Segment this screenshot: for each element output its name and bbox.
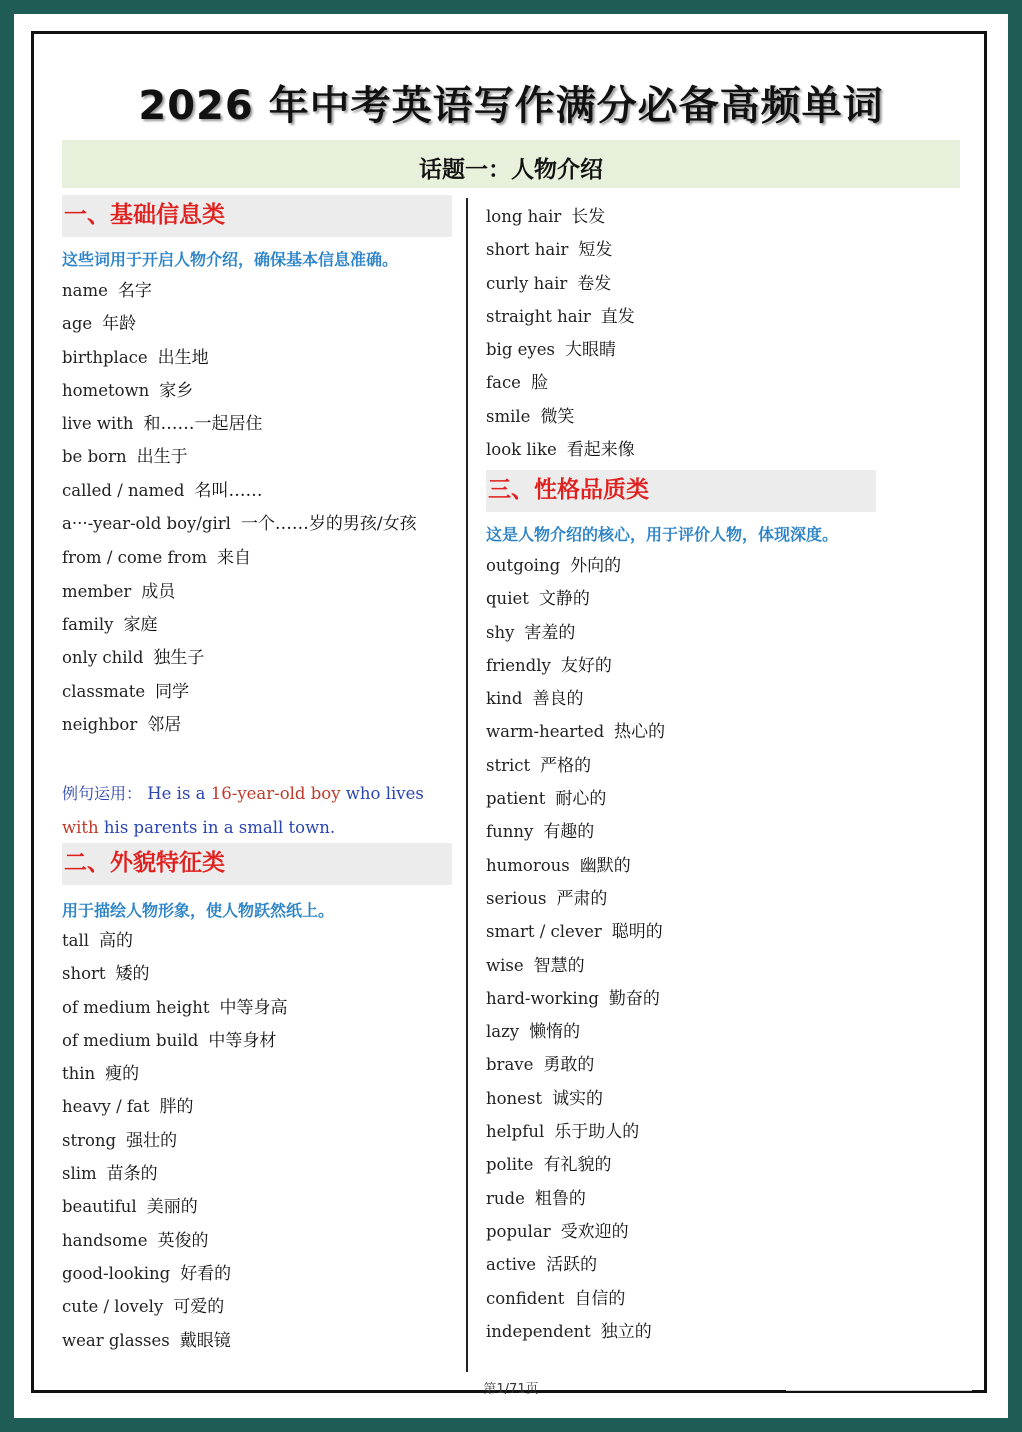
word-list-appearance-continued — [486, 200, 886, 466]
vocab-item — [62, 1257, 458, 1290]
vocab-item — [486, 715, 886, 748]
vocab-chinese: 勤奋的 — [608, 988, 660, 1009]
vocab-english: classmate — [62, 681, 146, 701]
vocab-english: a···-year-old boy/girl — [62, 514, 231, 534]
word-list-appearance — [62, 924, 458, 1357]
vocab-chinese: 活跃的 — [546, 1255, 598, 1276]
vocab-chinese: 瘦的 — [105, 1064, 140, 1085]
vocab-english: rude — [486, 1188, 525, 1208]
vocab-chinese: 高的 — [99, 931, 134, 951]
vocab-chinese: 粗鲁的 — [534, 1188, 586, 1209]
vocab-chinese: 家庭 — [123, 614, 158, 635]
vocab-chinese: 耐心的 — [555, 789, 607, 810]
vocab-item — [486, 400, 886, 433]
vocab-chinese: 和……一起居住 — [143, 414, 263, 435]
footer-rule — [786, 1390, 972, 1391]
vocab-item — [62, 957, 458, 990]
vocab-item — [62, 575, 458, 608]
vocab-english: birthplace — [62, 347, 148, 367]
vocab-chinese: 美丽的 — [146, 1197, 198, 1218]
vocab-english: quiet — [486, 589, 529, 609]
section-desc-appearance: 用于描绘人物形象，使人物跃然纸上。 — [62, 901, 335, 920]
vocab-item — [62, 1024, 458, 1057]
vocab-english: hometown — [62, 380, 150, 400]
vocab-english: thin — [62, 1064, 96, 1084]
vocab-english: big eyes — [486, 340, 555, 360]
vocab-chinese: 好看的 — [180, 1263, 232, 1284]
vocab-item — [62, 1324, 458, 1357]
vocab-english: honest — [486, 1088, 543, 1108]
vocab-item — [62, 1057, 458, 1090]
vocab-item — [62, 1124, 458, 1157]
vocab-english: humorous — [486, 855, 570, 875]
example-sentence — [62, 777, 454, 844]
vocab-english: confident — [486, 1288, 565, 1308]
vocab-chinese: 严格的 — [540, 755, 592, 776]
vocab-english: shy — [486, 622, 515, 642]
vocab-item — [62, 374, 458, 407]
vocab-item — [486, 1315, 886, 1348]
vocab-english: wise — [486, 955, 524, 975]
vocab-english: live with — [62, 414, 134, 434]
vocab-chinese: 可爱的 — [173, 1297, 225, 1318]
vocab-item — [486, 1082, 886, 1115]
vocab-english: from / come from — [62, 548, 208, 568]
word-list-basic — [62, 274, 458, 741]
vocab-english: neighbor — [62, 714, 138, 734]
vocab-item — [62, 541, 458, 574]
section-desc-character: 这是人物介绍的核心，用于评价人物，体现深度。 — [486, 525, 839, 544]
vocab-chinese: 诚实的 — [552, 1088, 604, 1109]
vocab-item — [486, 882, 886, 915]
vocab-chinese: 幽默的 — [579, 855, 631, 876]
vocab-chinese: 严肃的 — [556, 888, 608, 909]
vocab-item — [486, 1148, 886, 1181]
vocab-item — [486, 582, 886, 615]
vocab-item — [62, 1224, 458, 1257]
vocab-item — [486, 1115, 886, 1148]
vocab-item — [486, 1248, 886, 1281]
vocab-english: of medium build — [62, 1030, 199, 1050]
vocab-english: be born — [62, 447, 127, 467]
vocab-english: independent — [486, 1321, 591, 1341]
vocab-chinese: 矮的 — [115, 964, 150, 985]
vocab-item — [486, 1215, 886, 1248]
vocab-chinese: 短发 — [578, 240, 613, 261]
vocab-chinese: 受欢迎的 — [560, 1221, 629, 1242]
vocab-item — [62, 991, 458, 1024]
vocab-english: long hair — [486, 207, 562, 226]
section-heading-basic: 一、基础信息类 — [62, 195, 452, 237]
vocab-chinese: 聪明的 — [611, 922, 663, 943]
vocab-english: slim — [62, 1164, 97, 1184]
vocab-item — [486, 616, 886, 649]
vocab-chinese: 同学 — [155, 681, 190, 702]
vocab-chinese: 出生于 — [136, 447, 188, 468]
vocab-item — [486, 549, 886, 582]
vocab-english: name — [62, 281, 108, 300]
column-divider — [466, 198, 468, 1372]
vocab-chinese: 外向的 — [570, 556, 622, 576]
vocab-item — [486, 649, 886, 682]
vocab-english: look like — [486, 440, 557, 460]
vocab-chinese: 英俊的 — [157, 1230, 209, 1251]
vocab-english: friendly — [486, 655, 551, 675]
vocab-item — [486, 782, 886, 815]
vocab-english: called / named — [62, 480, 185, 500]
topic-heading: 话题一：人物介绍 — [419, 157, 603, 183]
example-part: 16-year-old boy — [210, 784, 341, 803]
vocab-item — [486, 300, 886, 333]
vocab-chinese: 戴眼镜 — [179, 1330, 231, 1351]
vocab-english: kind — [486, 689, 523, 709]
vocab-english: of medium height — [62, 997, 210, 1017]
vocab-english: strict — [486, 755, 531, 775]
vocab-chinese: 自信的 — [574, 1288, 626, 1309]
vocab-english: straight hair — [486, 306, 591, 326]
vocab-item — [486, 815, 886, 848]
vocab-item — [62, 924, 458, 957]
vocab-english: handsome — [62, 1230, 148, 1250]
vocab-item — [62, 608, 458, 641]
vocab-english: smile — [486, 406, 531, 426]
vocab-item — [62, 307, 458, 340]
vocab-chinese: 友好的 — [560, 655, 612, 676]
vocab-chinese: 强壮的 — [126, 1130, 178, 1151]
vocab-item — [62, 407, 458, 440]
vocab-item — [486, 749, 886, 782]
vocab-chinese: 胖的 — [159, 1097, 194, 1118]
vocab-item — [486, 1282, 886, 1315]
example-part: who lives — [345, 784, 424, 803]
vocab-chinese: 卷发 — [577, 273, 612, 294]
vocab-item — [486, 333, 886, 366]
word-list-character — [486, 549, 886, 1348]
vocab-chinese: 苗条的 — [106, 1164, 158, 1185]
section-heading-character: 三、性格品质类 — [486, 470, 876, 512]
document-page — [14, 14, 1008, 1418]
vocab-english: lazy — [486, 1022, 520, 1042]
vocab-item — [62, 440, 458, 473]
vocab-item — [486, 1048, 886, 1081]
vocab-english: patient — [486, 789, 546, 809]
vocab-english: funny — [486, 822, 534, 842]
vocab-chinese: 名字 — [117, 281, 152, 301]
vocab-item — [486, 200, 886, 233]
vocab-item — [486, 1182, 886, 1215]
vocab-english: curly hair — [486, 273, 568, 293]
vocab-chinese: 脸 — [530, 373, 548, 394]
vocab-item — [62, 1090, 458, 1123]
vocab-english: only child — [62, 648, 144, 668]
vocab-english: cute / lovely — [62, 1297, 164, 1317]
vocab-english: short hair — [486, 240, 569, 260]
example-label: 例句运用： — [62, 784, 143, 803]
vocab-chinese: 长发 — [571, 207, 606, 227]
vocab-english: outgoing — [486, 556, 561, 575]
vocab-chinese: 智慧的 — [533, 955, 585, 976]
vocab-item — [62, 507, 458, 541]
vocab-chinese: 看起来像 — [566, 440, 635, 461]
vocab-chinese: 一个……岁的男孩/女孩 — [240, 514, 417, 535]
vocab-item — [62, 641, 458, 674]
vocab-english: serious — [486, 888, 547, 908]
vocab-item — [62, 1290, 458, 1323]
vocab-item — [486, 267, 886, 300]
vocab-english: helpful — [486, 1122, 545, 1142]
vocab-english: short — [62, 964, 106, 984]
vocab-english: beautiful — [62, 1197, 137, 1217]
vocab-item — [486, 849, 886, 882]
section-desc-basic: 这些词用于开启人物介绍，确保基本信息准确。 — [62, 250, 399, 269]
vocab-chinese: 独立的 — [600, 1321, 652, 1342]
vocab-english: hard-working — [486, 988, 599, 1008]
vocab-english: family — [62, 614, 114, 634]
vocab-item — [62, 474, 458, 507]
vocab-chinese: 年龄 — [102, 314, 137, 335]
vocab-item — [62, 274, 458, 307]
vocab-english: strong — [62, 1130, 117, 1150]
vocab-chinese: 有趣的 — [543, 822, 595, 843]
example-part: with — [62, 817, 99, 837]
vocab-chinese: 勇敢的 — [543, 1055, 595, 1076]
vocab-chinese: 出生地 — [157, 347, 209, 368]
section-heading-appearance: 二、外貌特征类 — [62, 843, 452, 885]
vocab-chinese: 有礼貌的 — [543, 1155, 612, 1176]
vocab-item — [486, 982, 886, 1015]
vocab-english: popular — [486, 1221, 551, 1241]
example-part: his parents in a small town. — [103, 817, 336, 837]
vocab-chinese: 热心的 — [614, 722, 666, 743]
vocab-chinese: 名叫…… — [194, 480, 263, 501]
vocab-english: warm-hearted — [486, 722, 605, 742]
vocab-english: face — [486, 373, 521, 393]
vocab-english: heavy / fat — [62, 1097, 150, 1117]
vocab-chinese: 善良的 — [532, 689, 584, 710]
vocab-item — [486, 433, 886, 466]
vocab-chinese: 独生子 — [153, 648, 205, 669]
vocab-chinese: 文静的 — [538, 589, 590, 610]
vocab-english: member — [62, 581, 132, 601]
vocab-chinese: 大眼睛 — [564, 340, 616, 361]
vocab-chinese: 中等身材 — [208, 1030, 277, 1051]
vocab-chinese: 微笑 — [540, 406, 575, 427]
vocab-chinese: 来自 — [217, 548, 252, 569]
vocab-item — [486, 366, 886, 399]
vocab-chinese: 中等身高 — [219, 997, 288, 1018]
vocab-english: polite — [486, 1155, 534, 1175]
vocab-item — [486, 1015, 886, 1048]
vocab-english: wear glasses — [62, 1330, 170, 1350]
vocab-chinese: 成员 — [141, 581, 176, 602]
page-number: 第1/71页 — [483, 1382, 539, 1397]
vocab-english: good-looking — [62, 1263, 171, 1283]
vocab-english: tall — [62, 931, 90, 950]
vocab-item — [62, 708, 458, 741]
vocab-english: active — [486, 1255, 537, 1275]
vocab-item — [486, 233, 886, 266]
vocab-item — [62, 1157, 458, 1190]
vocab-chinese: 乐于助人的 — [554, 1122, 640, 1143]
vocab-english: smart / clever — [486, 922, 602, 942]
vocab-english: age — [62, 314, 93, 334]
vocab-chinese: 家乡 — [159, 380, 194, 401]
vocab-item — [486, 915, 886, 948]
vocab-item — [62, 675, 458, 708]
vocab-chinese: 懒惰的 — [529, 1022, 581, 1043]
vocab-item — [486, 949, 886, 982]
vocab-item — [486, 682, 886, 715]
vocab-english: brave — [486, 1055, 534, 1075]
vocab-item — [62, 1190, 458, 1223]
page-title: 2026 年中考英语写作满分必备高频单词 — [138, 83, 884, 129]
vocab-item — [62, 341, 458, 374]
vocab-chinese: 邻居 — [147, 714, 182, 735]
example-part: He is a — [147, 784, 206, 803]
vocab-chinese: 害羞的 — [524, 622, 576, 643]
vocab-chinese: 直发 — [600, 306, 635, 327]
